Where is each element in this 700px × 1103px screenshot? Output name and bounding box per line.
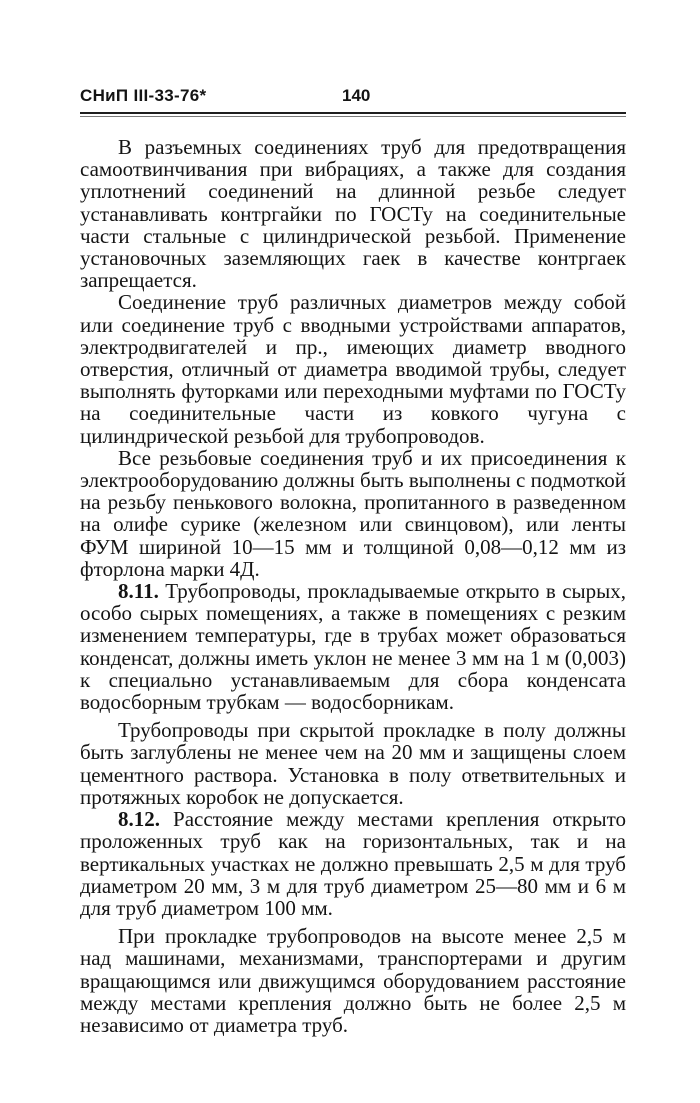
clause-paragraph	[80, 580, 626, 713]
paragraph-text: Расстояние между местами крепления открыто проложенных труб как на горизонтальных, так и на вертикальных участках не должно превышать 2,5 м для труб диаметром 20 мм, 3 м для труб диаметром 25—80 мм и 6 м для труб диаметром 100 мм.	[80, 807, 627, 920]
paragraph	[80, 291, 626, 446]
paragraph-text: Все резьбовые соединения труб и их присоединения к электрооборудованию должны быть выполнены с подмоткой на резьбу пенькового волокна, пропитанного в разведенном на олифе сурике (железном или свинцовом), или ленты ФУМ шириной 10—15 мм и толщиной 0,08—0,12 мм из фторлона марки 4Д.	[80, 445, 626, 581]
page-number: 140	[342, 86, 371, 105]
header-rule-thin	[80, 116, 626, 117]
paragraph	[80, 447, 626, 580]
paragraph-text: Трубопроводы, прокладываемые открыто в сырых, особо сырых помещениях, а также в помещениях с резким изменением температуры, где в трубах может образоваться конденсат, должны иметь уклон не менее 3 мм на 1 м (0,003) к специально устанавливаемым для сбора конденсата водосборным трубкам — водосборникам.	[80, 579, 626, 715]
paragraph-text: Соединение труб различных диаметров между собой или соединение труб с вводными устройствами аппаратов, электродвигателей и пр., имеющих диаметр вводного отверстия, отличный от диаметра вводимой трубы, следует выполнять футорками или переходными муфтами по ГОСТу на соединительные части из ковкого чугуна с цилиндрической резьбой для трубопроводов.	[80, 290, 626, 448]
clause-number: 8.11.	[118, 579, 159, 604]
paragraph	[80, 925, 626, 1036]
paragraph	[80, 136, 626, 291]
paragraph-text: Трубопроводы при скрытой прокладке в полу должны быть заглублены не менее чем на 20 мм и защищены слоем цементного раствора. Установка в полу ответвительных и протяжных коробок не допускается.	[80, 718, 626, 809]
clause-number: 8.12.	[118, 807, 160, 832]
clause-paragraph	[80, 808, 626, 919]
paragraph-text: В разъемных соединениях труб для предотвращения самоотвинчивания при вибрациях, а также для создания уплотнений соединений на длинной резьбе следует устанавливать контргайки по ГОСТу на соединительные части стальные с цилиндрической резьбой. Применение установочных заземляющих гаек в качестве контргаек запрещается.	[80, 135, 626, 293]
body-text	[80, 136, 626, 1036]
header-rule	[80, 112, 626, 114]
page-header	[80, 86, 626, 112]
paragraph-text: При прокладке трубопроводов на высоте менее 2,5 м над машинами, механизмами, транспортерами и другим вращающимся или движущимся оборудованием расстояние между местами крепления должно быть не более 2,5 м независимо от диаметра труб.	[80, 924, 626, 1037]
paragraph	[80, 719, 626, 808]
document-code: СНиП III-33-76*	[80, 86, 207, 105]
